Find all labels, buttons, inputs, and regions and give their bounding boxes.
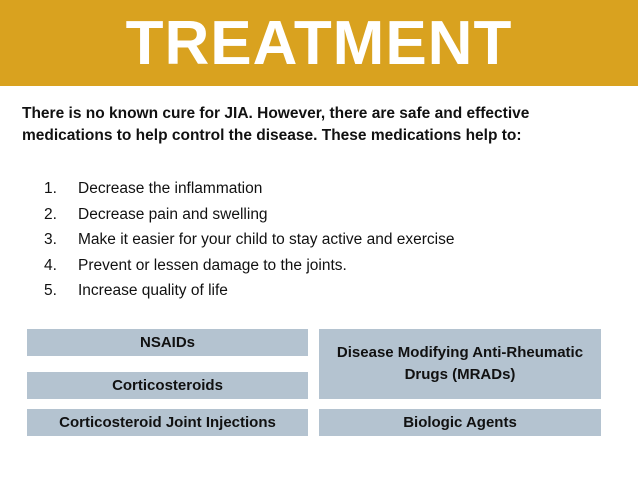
intro-line-1: There is no known cure for JIA. However, there are safe and effective	[22, 105, 530, 122]
list-item	[44, 176, 454, 202]
corticosteroids-label: Corticosteroids	[112, 376, 223, 394]
list-text: Make it easier for your child to stay active and exercise	[78, 231, 455, 248]
corticosteroids-box	[27, 372, 308, 399]
list-number: 5.	[44, 282, 57, 299]
title-banner	[0, 0, 638, 86]
list-item	[44, 202, 454, 228]
list-item	[44, 278, 454, 304]
list-number: 3.	[44, 231, 57, 248]
list-number: 1.	[44, 180, 57, 197]
list-text: Increase quality of life	[78, 282, 228, 299]
list-text: Prevent or lessen damage to the joints.	[78, 256, 347, 274]
dmard-label: Disease Modifying Anti-Rheumatic Drugs (MRADs)	[336, 344, 584, 383]
nsaids-box	[27, 329, 308, 356]
nsaids-label: NSAIDs	[139, 333, 195, 351]
list-number: 2.	[44, 205, 57, 223]
biologic-agents-box	[319, 409, 601, 436]
joint-injections-box	[27, 409, 308, 436]
dmard-box	[319, 329, 601, 399]
intro-paragraph	[22, 103, 622, 147]
biologic-agents-label: Biologic Agents	[403, 413, 517, 431]
list-text: Decrease pain and swelling	[78, 205, 268, 223]
list-item	[44, 253, 454, 279]
list-number: 4.	[44, 256, 57, 274]
list-text: Decrease the inflammation	[78, 180, 263, 197]
intro-line-2: medications to help control the disease. These medications help to:	[22, 127, 522, 144]
goals-list	[44, 176, 454, 304]
list-item	[44, 227, 454, 253]
page-title: TREATMENT	[125, 9, 513, 78]
joint-injections-label: Corticosteroid Joint Injections	[59, 413, 276, 431]
